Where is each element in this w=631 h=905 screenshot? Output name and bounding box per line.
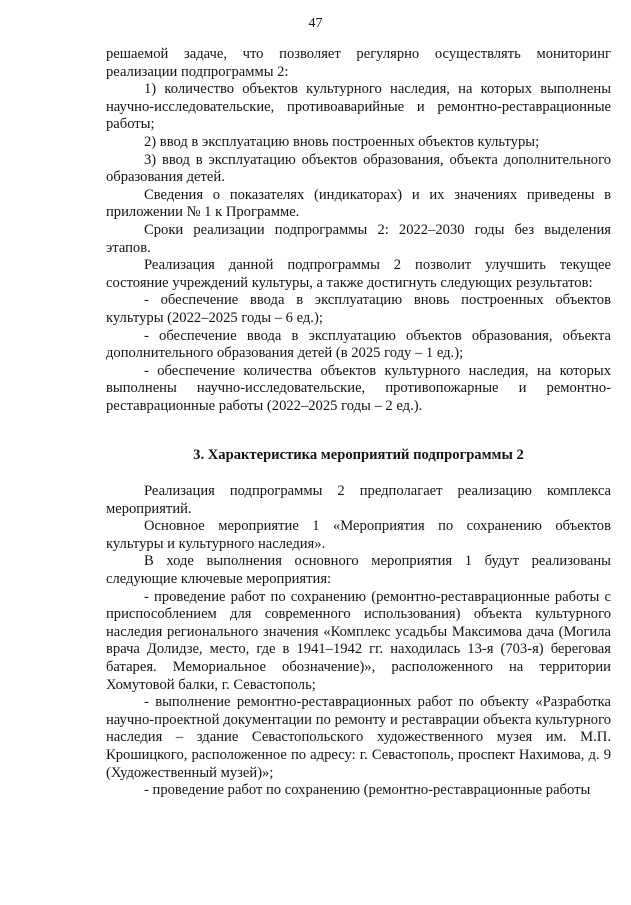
paragraph: В ходе выполнения основного мероприятия 1 будут реализованы следующие ключевые мероприятия: — [106, 553, 611, 588]
paragraph: - выполнение ремонтно-реставрационных работ по объекту «Разработка научно-проектной документации по ремонту и реставрации объекта культурного наследия – здание Севастопольского художественного музея им. М.П. Крошицкого, расположенное по адресу: г. Севастополь, проспект Нахимова, д. 9 (Художественный музей)»; — [106, 694, 611, 781]
page-number: 47 — [308, 16, 323, 31]
paragraph: Реализация данной подпрограммы 2 позволит улучшить текущее состояние учреждений культуры, а также достигнуть следующих результатов: — [106, 257, 611, 291]
paragraph: Реализация подпрограммы 2 предполагает реализацию комплекса мероприятий. — [106, 483, 611, 517]
paragraph: решаемой задаче, что позволяет регулярно осуществлять мониторинг реализации подпрограммы 2: — [106, 46, 611, 80]
document-body — [106, 46, 611, 800]
paragraph: Основное мероприятие 1 «Мероприятия по сохранению объектов культуры и культурного наследия». — [106, 518, 611, 552]
paragraph: Сведения о показателях (индикаторах) и их значениях приведены в приложении № 1 к Программе. — [106, 186, 611, 221]
paragraph: - проведение работ по сохранению (ремонтно-реставрационные работы с приспособлением для современного использования) объекта культурного наследия регионального значения «Комплекс усадьбы Максимова дача (Могила врача Долидзе, место, где в 1941–1942 гг. находилась 13-я (703-я) береговая батарея. Мемориальное обозначение)», расположенного на территории Хомутовой балки, г. Севастополь; — [106, 588, 611, 693]
paragraph: Сроки реализации подпрограммы 2: 2022–2030 годы без выделения этапов. — [106, 221, 611, 256]
paragraph: 2) ввод в эксплуатацию вновь построенных объектов культуры; — [144, 133, 540, 150]
section-heading: 3. Характеристика мероприятий подпрограммы 2 — [193, 447, 524, 464]
paragraph: - обеспечение ввода в эксплуатацию объектов образования, объекта дополнительного образования детей (в 2025 году – 1 ед.); — [106, 327, 611, 362]
paragraph: 3) ввод в эксплуатацию объектов образования, объекта дополнительного образования детей. — [106, 151, 611, 186]
paragraph: - проведение работ по сохранению (ремонтно-реставрационные работы — [144, 782, 591, 799]
paragraph: - обеспечение количества объектов культурного наследия, на которых выполнены научно-исследовательские, противопожарные и ремонтно-реставрационные работы (2022–2025 годы – 2 ед.). — [106, 362, 611, 414]
paragraph: - обеспечение ввода в эксплуатацию вновь построенных объектов культуры (2022–2025 годы – 6 ед.); — [106, 292, 611, 326]
paragraph: 1) количество объектов культурного наследия, на которых выполнены научно-исследовательские, противоаварийные и ремонтно-реставрационные работы; — [106, 81, 611, 133]
